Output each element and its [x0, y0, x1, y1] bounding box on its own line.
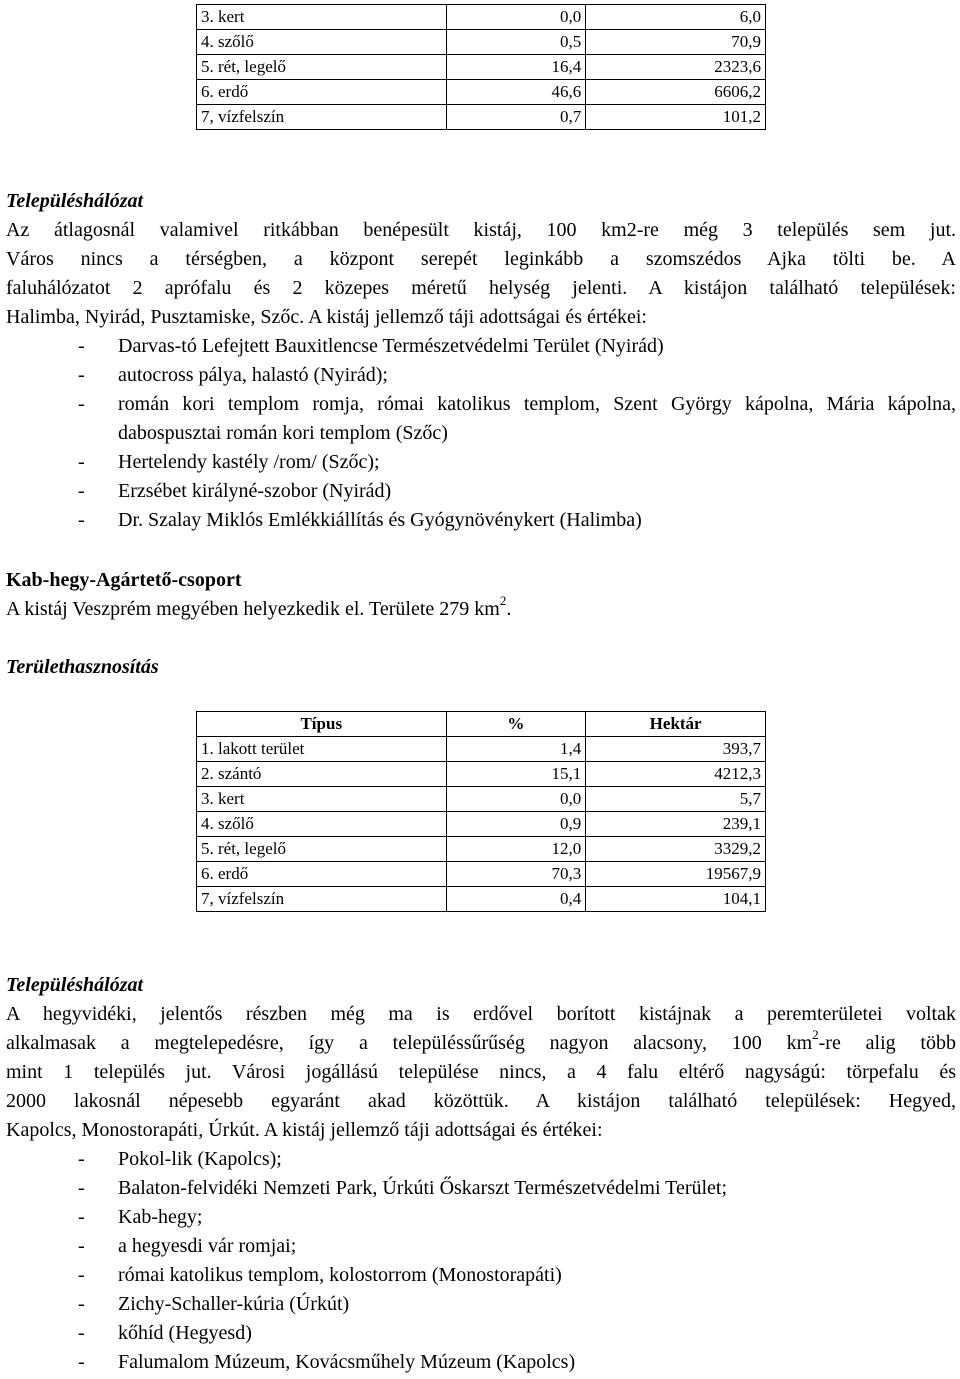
- table-row: [197, 762, 766, 787]
- cell-land-type: 6. erdő: [197, 80, 447, 105]
- land-use-table-2: [196, 711, 766, 912]
- cell-land-type: 3. kert: [197, 787, 447, 812]
- table-row: [197, 80, 766, 105]
- cell-hectare: 70,9: [586, 30, 766, 55]
- cell-percent: 0,5: [446, 30, 586, 55]
- cell-land-type: 7, vízfelszín: [197, 887, 447, 912]
- cell-land-type: 1. lakott terület: [197, 737, 447, 762]
- paragraph-line: 2000 lakosnál népesebb egyaránt akad közöttük. A kistájon található települések: Hegyed,: [6, 1090, 956, 1112]
- cell-percent: 1,4: [446, 737, 586, 762]
- table-row: [197, 887, 766, 912]
- cell-hectare: 393,7: [586, 737, 766, 762]
- table-row: [197, 105, 766, 130]
- cell-hectare: 6,0: [586, 5, 766, 30]
- table-row: [197, 55, 766, 80]
- section4-bullet-list: [6, 1145, 956, 1377]
- list-item: - Zichy-Schaller-kúria (Úrkút): [78, 1293, 350, 1315]
- table-row: [197, 787, 766, 812]
- list-item: - Falumalom Múzeum, Kovácsműhely Múzeum (Kapolcs): [78, 1351, 576, 1373]
- column-header-percent: %: [446, 712, 586, 737]
- section-heading-telepuleshalozat-2: Településhálózat: [6, 974, 144, 996]
- cell-percent: 0,7: [446, 105, 586, 130]
- list-item: - Balaton-felvidéki Nemzeti Park, Úrkúti Őskarszt Természetvédelmi Terület;: [78, 1177, 728, 1199]
- paragraph-line: faluhálózatot 2 aprófalu és 2 közepes méretű helység jelenti. A kistájon található települések:: [6, 277, 956, 299]
- table-row: [197, 837, 766, 862]
- list-item: - Hertelendy kastély /rom/ (Szőc);: [78, 451, 380, 473]
- cell-hectare: 3329,2: [586, 837, 766, 862]
- section-heading-teruelethasznositas: Területhasznosítás: [6, 656, 159, 678]
- list-item: - Dr. Szalay Miklós Emlékkiállítás és Gyógynövénykert (Halimba): [78, 509, 642, 531]
- cell-percent: 12,0: [446, 837, 586, 862]
- cell-land-type: 2. szántó: [197, 762, 447, 787]
- list-item: - Erzsébet királyné-szobor (Nyirád): [78, 480, 392, 502]
- cell-hectare: 19567,9: [586, 862, 766, 887]
- table-row: [197, 737, 766, 762]
- table-row: [197, 5, 766, 30]
- cell-percent: 0,9: [446, 812, 586, 837]
- cell-land-type: 6. erdő: [197, 862, 447, 887]
- list-item: - a hegyesdi vár romjai;: [78, 1235, 297, 1257]
- land-use-table-1: [196, 4, 766, 130]
- list-item: - kőhíd (Hegyesd): [78, 1322, 252, 1344]
- cell-hectare: 104,1: [586, 887, 766, 912]
- cell-hectare: 101,2: [586, 105, 766, 130]
- paragraph-line: Halimba, Nyirád, Pusztamiske, Szőc. A kistáj jellemző táji adottságai és értékei:: [6, 306, 647, 328]
- paragraph-line: alkalmasak a megtelepedésre, így a településsűrűség nagyon alacsony, 100 $km^2-re$ alig több: [6, 1027, 956, 1054]
- cell-percent: 0,0: [446, 5, 586, 30]
- list-item: - Kab-hegy;: [78, 1206, 203, 1228]
- paragraph-line: Kapolcs, Monostorapáti, Úrkút. A kistáj jellemző táji adottságai és értékei:: [6, 1119, 603, 1141]
- cell-hectare: 5,7: [586, 787, 766, 812]
- cell-hectare: 239,1: [586, 812, 766, 837]
- list-item: - román kori templom romja, római katolikus templom, Szent György kápolna, Mária kápolna, dabospusztai román kori templom (Szőc): [78, 393, 956, 444]
- list-item: - római katolikus templom, kolostorrom (Monostorapáti): [78, 1264, 562, 1286]
- section-heading-kab-hegy: Kab-hegy-Agártető-csoport: [6, 569, 242, 591]
- table-row: [197, 30, 766, 55]
- cell-land-type: 5. rét, legelő: [197, 837, 447, 862]
- cell-percent: 0,4: [446, 887, 586, 912]
- cell-land-type: 5. rét, legelő: [197, 55, 447, 80]
- list-item: - Pokol-lik (Kapolcs);: [78, 1148, 282, 1170]
- paragraph-line: Város nincs a térségben, a központ serepét leginkább a szomszédos Ajka tölti be. A: [6, 248, 956, 270]
- cell-percent: 16,4: [446, 55, 586, 80]
- cell-percent: 46,6: [446, 80, 586, 105]
- cell-percent: 0,0: [446, 787, 586, 812]
- cell-hectare: 2323,6: [586, 55, 766, 80]
- cell-hectare: 4212,3: [586, 762, 766, 787]
- cell-land-type: 7, vízfelszín: [197, 105, 447, 130]
- table-row: [197, 812, 766, 837]
- list-item: - autocross pálya, halastó (Nyirád);: [78, 364, 388, 386]
- list-item: - Darvas-tó Lefejtett Bauxitlencse Természetvédelmi Terület (Nyirád): [78, 335, 664, 357]
- cell-land-type: 3. kert: [197, 5, 447, 30]
- cell-percent: 70,3: [446, 862, 586, 887]
- cell-land-type: 4. szőlő: [197, 812, 447, 837]
- paragraph-line: Az átlagosnál valamivel ritkábban benépesült kistáj, 100 km2-re még 3 település sem jut.: [6, 219, 956, 241]
- section1-paragraph: [6, 216, 956, 332]
- cell-percent: 15,1: [446, 762, 586, 787]
- section1-bullet-list: [6, 332, 956, 535]
- section-heading-telepuleshalozat-1: Településhálózat: [6, 190, 144, 212]
- table-row: [197, 862, 766, 887]
- section2-paragraph: A kistáj Veszprém megyében helyezkedik el. Területe 279 $km^2$.: [6, 593, 512, 620]
- column-header-type: Típus: [197, 712, 447, 737]
- paragraph-line: A hegyvidéki, jelentős részben még ma is erdővel borított kistájnak a peremterületei voltak: [6, 1003, 956, 1025]
- cell-land-type: 4. szőlő: [197, 30, 447, 55]
- section4-paragraph: [6, 1000, 956, 1145]
- cell-hectare: 6606,2: [586, 80, 766, 105]
- paragraph-line: mint 1 település jut. Városi jogállású települése nincs, a 4 falu eltérő nagyságú: törpefalu és: [6, 1061, 956, 1083]
- table-header-row: [197, 712, 766, 737]
- column-header-hectare: Hektár: [586, 712, 766, 737]
